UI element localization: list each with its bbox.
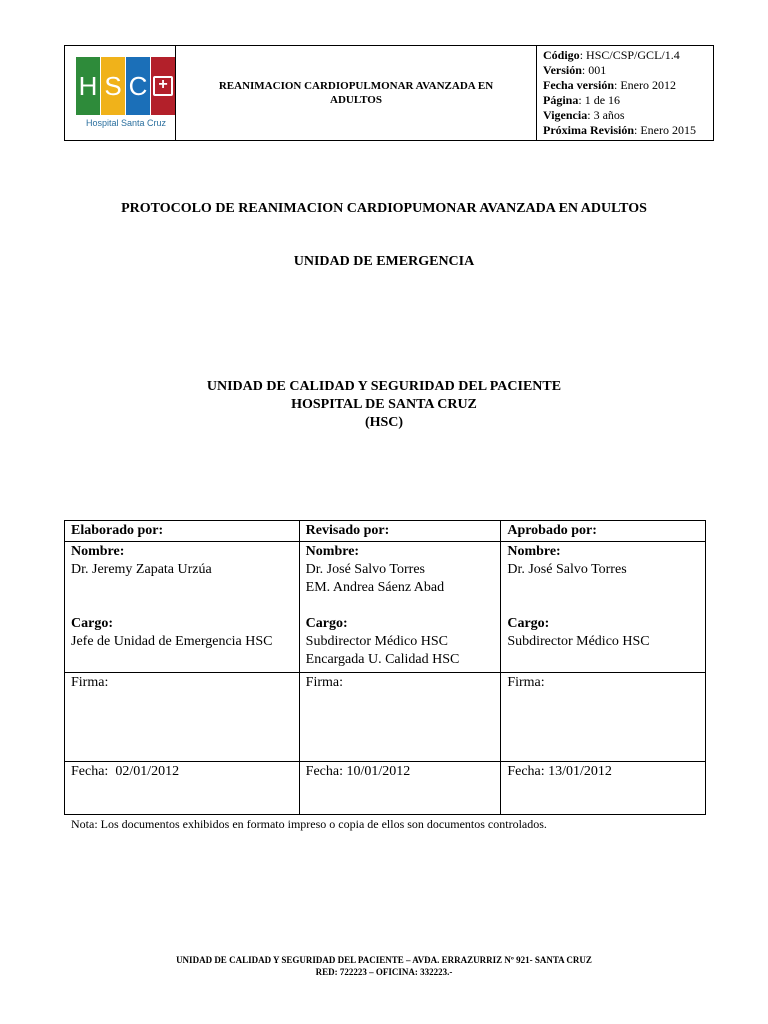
signature-names-row (65, 542, 706, 673)
header-revisado: Revisado por: (299, 521, 501, 542)
elaborado-cargo: Jefe de Unidad de Emergencia HSC (71, 634, 273, 649)
revisado-fecha: Fecha: 10/01/2012 (299, 762, 501, 815)
footer-line-2: RED: 722223 – OFICINA: 332223.- (315, 967, 453, 977)
logo-cross-icon: + (151, 57, 175, 115)
header-aprobado: Aprobado por: (501, 521, 706, 542)
meta-pagina: Página: 1 de 16 (543, 93, 621, 107)
logo-letter-s: S (101, 57, 125, 115)
revisado-name-1: Dr. José Salvo Torres (305, 562, 425, 577)
logo-cell (65, 46, 176, 141)
meta-fecha-version: Fecha versión: Enero 2012 (543, 78, 676, 92)
signature-table (64, 520, 706, 815)
document-header (64, 45, 714, 141)
footer-line-1: UNIDAD DE CALIDAD Y SEGURIDAD DEL PACIENTE – AVDA. ERRAZURRIZ Nº 921- SANTA CRUZ (176, 955, 592, 965)
revisado-cargo-1: Subdirector Médico HSC (305, 634, 448, 649)
elaborado-firma: Firma: (65, 673, 300, 762)
elaborado-fecha: Fecha: 02/01/2012 (65, 762, 300, 815)
protocol-heading: PROTOCOLO DE REANIMACION CARDIOPUMONAR AVANZADA EN ADULTOS (121, 201, 647, 216)
quality-unit-heading (0, 378, 768, 432)
aprobado-cargo: Subdirector Médico HSC (507, 634, 650, 649)
logo-caption: Hospital Santa Cruz (85, 118, 167, 128)
document-meta (537, 46, 714, 141)
revisado-firma: Firma: (299, 673, 501, 762)
signature-firma-row (65, 673, 706, 762)
meta-version: Versión: 001 (543, 63, 607, 77)
document-title: REANIMACION CARDIOPULMONAR AVANZADA EN ADULTOS (176, 46, 537, 141)
unit-heading: UNIDAD DE EMERGENCIA (293, 254, 475, 269)
hospital-logo (70, 55, 170, 131)
aprobado-details: Nombre: Dr. José Salvo Torres Cargo: Subdirector Médico HSC (501, 542, 706, 673)
signature-header-row (65, 521, 706, 542)
aprobado-name: Dr. José Salvo Torres (507, 562, 627, 577)
quality-line-2: HOSPITAL DE SANTA CRUZ (291, 397, 477, 412)
elaborado-name: Dr. Jeremy Zapata Urzúa (71, 562, 212, 577)
revisado-cargo-2: Encargada U. Calidad HSC (305, 652, 460, 667)
meta-vigencia: Vigencia: 3 años (543, 108, 625, 122)
logo-letter-c: C (126, 57, 150, 115)
meta-codigo: Código: HSC/CSP/GCL/1.4 (543, 48, 680, 62)
header-elaborado: Elaborado por: (65, 521, 300, 542)
elaborado-details: Nombre: Dr. Jeremy Zapata Urzúa Cargo: Jefe de Unidad de Emergencia HSC (65, 542, 300, 673)
revisado-name-2: EM. Andrea Sáenz Abad (305, 580, 445, 595)
meta-proxima-revision: Próxima Revisión: Enero 2015 (543, 123, 696, 137)
controlled-documents-note: Nota: Los documentos exhibidos en formato impreso o copia de ellos son documentos controlados. (71, 817, 547, 831)
aprobado-firma: Firma: (501, 673, 706, 762)
logo-letter-h: H (76, 57, 100, 115)
revisado-details: Nombre: Dr. José Salvo Torres EM. Andrea Sáenz Abad Cargo: Subdirector Médico HSC Encargada U. Calidad HSC (299, 542, 501, 673)
aprobado-fecha: Fecha: 13/01/2012 (501, 762, 706, 815)
quality-line-1: UNIDAD DE CALIDAD Y SEGURIDAD DEL PACIENTE (206, 379, 562, 394)
quality-line-3: (HSC) (364, 415, 404, 430)
signature-fecha-row (65, 762, 706, 815)
